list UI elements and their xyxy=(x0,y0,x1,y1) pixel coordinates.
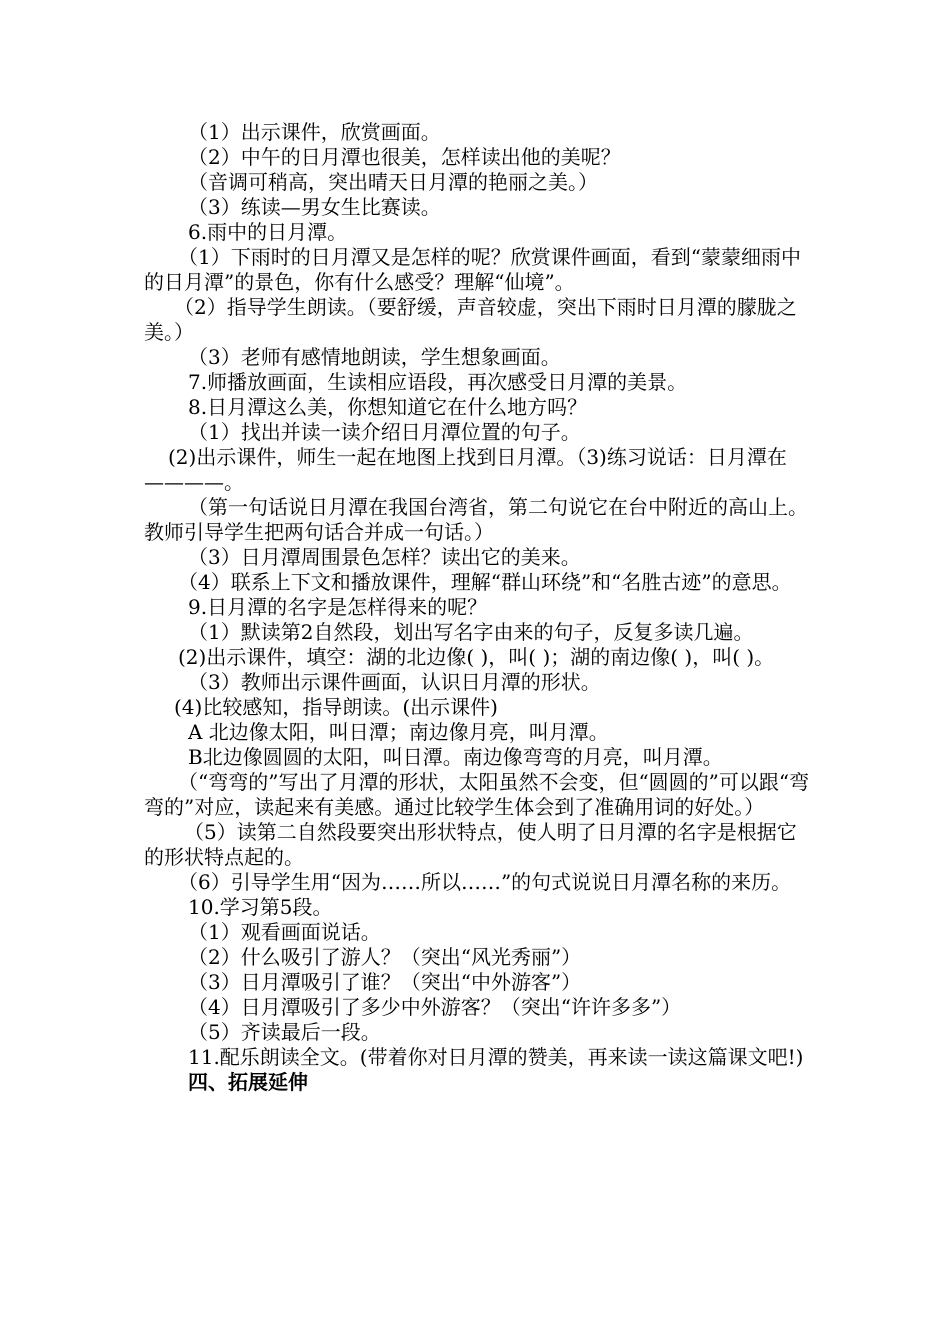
paragraph: （3）日月潭吸引了谁？（突出“中外游客”） xyxy=(188,970,582,994)
section-heading: 7.师播放画面，生读相应语段，再次感受日月潭的美景。 xyxy=(188,370,688,394)
paragraph: （1）找出并读一读介绍日月潭位置的句子。 xyxy=(188,420,581,444)
section-heading: 9.日月潭的名字是怎样得来的呢？ xyxy=(188,595,488,619)
paragraph: （音调可稍高，突出晴天日月潭的艳丽之美。） xyxy=(188,170,598,194)
paragraph: （第一句话说日月潭在我国台湾省，第二句说它在台中附近的高山上。教师引导学生把两句话合并成一句话。） xyxy=(144,495,808,544)
paragraph: （4）联系上下文和播放课件，理解“群山环绕”和“名胜古迹”的意思。 xyxy=(178,570,792,594)
paragraph: B北边像圆圆的太阳，叫日潭。南边像弯弯的月亮，叫月潭。 xyxy=(188,745,723,769)
paragraph: (2)出示课件，师生一起在地图上找到日月潭。（3)练习说话：日月潭在————。 xyxy=(144,445,787,494)
paragraph: A 北边像太阳，叫日潭；南边像月亮，叫月潭。 xyxy=(188,720,609,744)
paragraph: (4)比较感知，指导朗读。(出示课件) xyxy=(174,695,498,719)
paragraph: （5）读第二自然段要突出形状特点，使人明了日月潭的名字是根据它的形状特点起的。 xyxy=(144,820,797,869)
lesson-plan-body xyxy=(144,120,812,1095)
paragraph: （1）下雨时的日月潭又是怎样的呢？欣赏课件画面，看到“蒙蒙细雨中的日月潭”的景色，你有什么感受？理解“仙境”。 xyxy=(144,245,801,294)
paragraph: （1）默读第2自然段，划出写名字由来的句子，反复多读几遍。 xyxy=(188,620,754,644)
paragraph: （6）引导学生用“因为……所以……”的句式说说日月潭名称的来历。 xyxy=(178,870,792,894)
paragraph: （4）日月潭吸引了多少中外游客？（突出“许许多多”） xyxy=(188,995,682,1019)
chapter-heading: 四、拓展延伸 xyxy=(188,1070,308,1094)
paragraph: （2）中午的日月潭也很美，怎样读出他的美呢？ xyxy=(188,145,621,169)
section-heading: 6.雨中的日月潭。 xyxy=(188,220,348,244)
paragraph: （1）观看画面说话。 xyxy=(188,920,381,944)
paragraph: （3）教师出示课件画面，认识日月潭的形状。 xyxy=(188,670,601,694)
section-heading: 11.配乐朗读全文。(带着你对日月潭的赞美，再来读一读这篇课文吧!) xyxy=(188,1045,804,1069)
paragraph: （5）齐读最后一段。 xyxy=(188,1020,381,1044)
paragraph: （3）老师有感情地朗读，学生想象画面。 xyxy=(188,345,561,369)
paragraph: （3）练读—男女生比赛读。 xyxy=(188,195,441,219)
paragraph: （“弯弯的”写出了月潭的形状，太阳虽然不会变，但“圆圆的”可以跟“弯弯的”对应，读起来有美感。通过比较学生体会到了准确用词的好处。） xyxy=(144,770,810,819)
paragraph: （2）指导学生朗读。（要舒缓，声音较虚，突出下雨时日月潭的朦胧之美。） xyxy=(144,295,797,344)
section-heading: 8.日月潭这么美，你想知道它在什么地方吗？ xyxy=(188,395,588,419)
section-heading: 10.学习第5段。 xyxy=(188,895,333,919)
paragraph: （1）出示课件，欣赏画面。 xyxy=(188,120,441,144)
paragraph: （2）什么吸引了游人？（突出“风光秀丽”） xyxy=(188,945,582,969)
paragraph: (2)出示课件，填空：湖的北边像( )，叫( )；湖的南边像( )，叫( )。 xyxy=(178,645,775,669)
paragraph: （3）日月潭周围景色怎样？读出它的美来。 xyxy=(188,545,581,569)
